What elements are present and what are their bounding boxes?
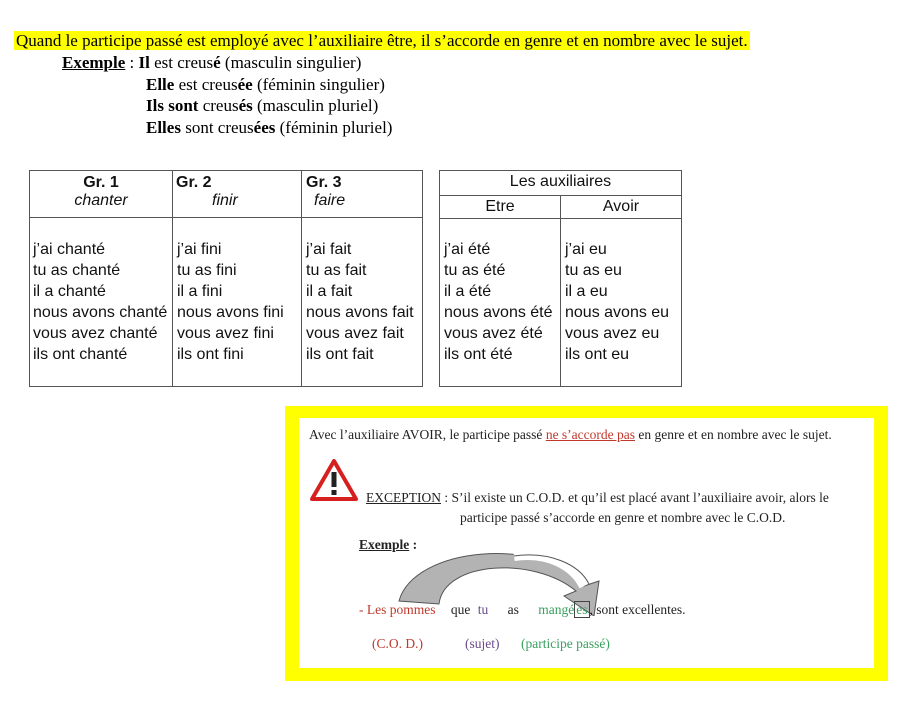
avoir-rule-box bbox=[285, 406, 888, 681]
groups-table bbox=[29, 170, 423, 387]
etre-header: Etre bbox=[485, 198, 515, 215]
no-agreement-emphasis: ne s’accorde pas bbox=[545, 427, 636, 442]
example-row: Ils sont creusés (masculin pluriel) bbox=[146, 96, 379, 115]
avoir-rule: Avec l’auxiliaire AVOIR, le participe passé ne s’accorde pas en genre et en nombre avec le sujet. bbox=[309, 427, 832, 442]
group2-header: Gr. 2 finir bbox=[176, 174, 238, 209]
exception-line1: EXCEPTION : S’il existe un C.O.D. et qu’il est placé avant l’auxiliaire avoir, alors le bbox=[366, 490, 829, 505]
example-subject: Il bbox=[138, 53, 150, 72]
subject-word: tu bbox=[477, 602, 489, 617]
exception-label: EXCEPTION bbox=[366, 490, 441, 505]
agreement-ending: es bbox=[576, 602, 588, 617]
group1-conjugation: j’ai chanté tu as chanté il a chanté nous avons chanté vous avez chanté ils ont chanté bbox=[33, 241, 168, 363]
auxiliaries-table bbox=[439, 170, 682, 387]
example-row: Elles sont creusées (féminin pluriel) bbox=[146, 117, 393, 137]
participle-label: (participe passé) bbox=[521, 636, 610, 651]
auxiliaries-title: Les auxiliaires bbox=[509, 173, 612, 190]
example-row: Elle est creusée (féminin singulier) bbox=[146, 74, 385, 94]
highlighted-rule: Quand le participe passé est employé avec l’auxiliaire être, il s’accorde en genre et en nombre avec le sujet. bbox=[16, 31, 748, 50]
etre-conjugation: j’ai été tu as été il a été nous avons été vous avez été ils ont été bbox=[444, 241, 553, 363]
example-block bbox=[62, 52, 392, 138]
exception-line2: participe passé s’accorde en genre et nombre avec le C.O.D. bbox=[460, 510, 786, 525]
group3-conjugation: j’ai fait tu as fait il a fait nous avons fait vous avez fait ils ont fait bbox=[306, 241, 414, 363]
subject-label: (sujet) bbox=[465, 636, 500, 651]
rule-sentence bbox=[14, 30, 750, 52]
example-label: Exemple : bbox=[359, 537, 418, 552]
group2-conjugation: j’ai fini tu as fini il a fini nous avons fini vous avez fini ils ont fini bbox=[177, 241, 284, 363]
avoir-header: Avoir bbox=[602, 198, 640, 215]
cod-label: (C.O. D.) bbox=[372, 636, 423, 651]
warning-triangle-icon bbox=[309, 458, 359, 502]
group1-header: Gr. 1 chanter bbox=[74, 174, 128, 209]
group3-header: Gr. 3 faire bbox=[306, 174, 346, 209]
example-row: Exemple : Il est creusé (masculin singulier) bbox=[62, 53, 362, 72]
cod-words: Les pommes bbox=[366, 602, 436, 617]
avoir-conjugation: j’ai eu tu as eu il a eu nous avons eu vous avez eu ils ont eu bbox=[565, 241, 670, 363]
example-sentence: - Les pommes que tu as mangé es , sont excellentes. bbox=[359, 602, 686, 617]
participle-word: mangé bbox=[538, 602, 575, 617]
avoir-rule-content bbox=[299, 418, 874, 668]
example-label: Exemple bbox=[62, 53, 126, 72]
